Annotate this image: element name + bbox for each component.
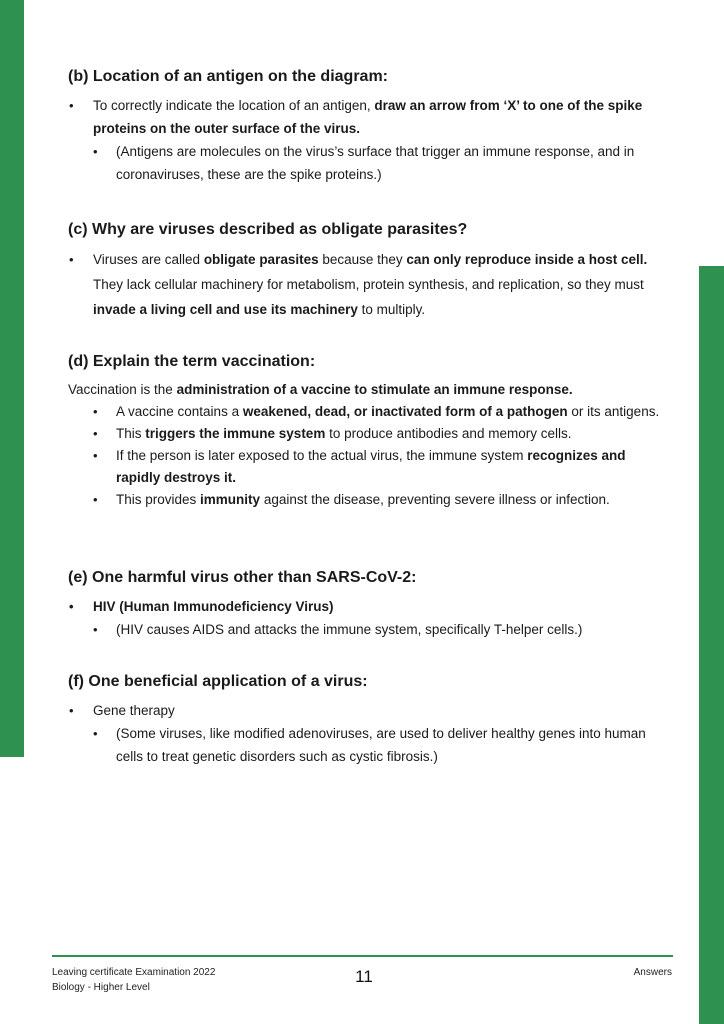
section-b-heading: (b) Location of an antigen on the diagram: <box>68 68 388 85</box>
section-c <box>68 220 668 322</box>
text-run: This <box>116 426 146 441</box>
section-d-heading: (d) Explain the term vaccination: <box>68 353 316 370</box>
section-b-sublist <box>68 140 668 186</box>
section-d <box>68 352 668 511</box>
bold-text: recognizes and rapidly destroys it. <box>116 448 626 485</box>
footer-exam-level: Biology - Higher Level <box>52 982 150 993</box>
list-item <box>68 445 668 489</box>
list-item <box>68 247 668 322</box>
text-run: because they <box>318 252 407 267</box>
section-f <box>68 672 668 768</box>
footer-exam-info <box>52 965 215 995</box>
list-item: • (Some viruses, like modified adenoviruses, are used to deliver healthy genes into human cells to treat genetic disorders such as cystic fibrosis.) <box>68 722 668 768</box>
section-c-heading: (c) Why are viruses described as obligate parasites? <box>68 221 468 238</box>
bold-text: draw an arrow from ‘X’ to one of the spike proteins on the outer surface of the virus. <box>93 98 643 136</box>
footer-exam-title: Leaving certificate Examination 2022 <box>52 967 216 978</box>
list-item <box>68 94 668 140</box>
section-f-list <box>68 699 668 722</box>
bold-text: obligate parasites <box>203 252 319 267</box>
section-f-sublist <box>68 722 668 768</box>
text-run: This provides <box>116 492 201 507</box>
section-d-sublist <box>68 401 668 511</box>
bold-text: can only reproduce inside a host cell. <box>406 252 648 267</box>
left-accent-bar <box>0 0 24 757</box>
bold-text: weakened, dead, or inactivated form of a pathogen <box>242 404 568 419</box>
list-item <box>68 489 668 511</box>
section-b <box>68 67 668 186</box>
text-run: to multiply. <box>357 302 426 317</box>
bold-text: invade a living cell and use its machinery <box>93 302 358 317</box>
footer-section-label: Answers <box>633 967 672 978</box>
text-run: To correctly indicate the location of an antigen, <box>93 98 375 113</box>
list-item <box>68 423 668 445</box>
text-run: If the person is later exposed to the actual virus, the immune system <box>116 448 528 463</box>
text-run: against the disease, preventing severe illness or infection. <box>260 492 610 507</box>
section-e-heading: (e) One harmful virus other than SARS-CoV-2: <box>68 569 417 586</box>
text-run: Viruses are called <box>93 252 204 267</box>
section-e-list <box>68 595 668 618</box>
footer-divider <box>52 955 673 957</box>
right-accent-bar <box>699 266 724 1024</box>
bold-text: triggers the immune system <box>145 426 326 441</box>
section-f-heading: (f) One beneficial application of a virus: <box>68 673 368 690</box>
text-run: Vaccination is the <box>68 382 177 397</box>
list-item: • (HIV causes AIDS and attacks the immune system, specifically T-helper cells.) <box>68 618 668 641</box>
section-d-intro <box>68 379 668 401</box>
bold-text: immunity <box>200 492 261 507</box>
list-item: • (Antigens are molecules on the virus’s surface that trigger an immune response, and in coronaviruses, these are the spike proteins.) <box>68 140 668 186</box>
section-b-list <box>68 94 668 140</box>
list-item: • Gene therapy <box>68 699 668 722</box>
section-e <box>68 568 668 641</box>
section-c-list <box>68 247 668 322</box>
text-run: A vaccine contains a <box>116 404 243 419</box>
bold-text: administration of a vaccine to stimulate an immune response. <box>176 382 573 397</box>
list-item <box>68 401 668 423</box>
section-e-sublist <box>68 618 668 641</box>
list-item: • HIV (Human Immunodeficiency Virus) <box>68 595 668 618</box>
text-run: or its antigens. <box>567 404 660 419</box>
text-run: to produce antibodies and memory cells. <box>325 426 572 441</box>
text-run: They lack cellular machinery for metabolism, protein synthesis, and replication, so they must <box>93 277 644 292</box>
page-number: 11 <box>355 967 373 986</box>
